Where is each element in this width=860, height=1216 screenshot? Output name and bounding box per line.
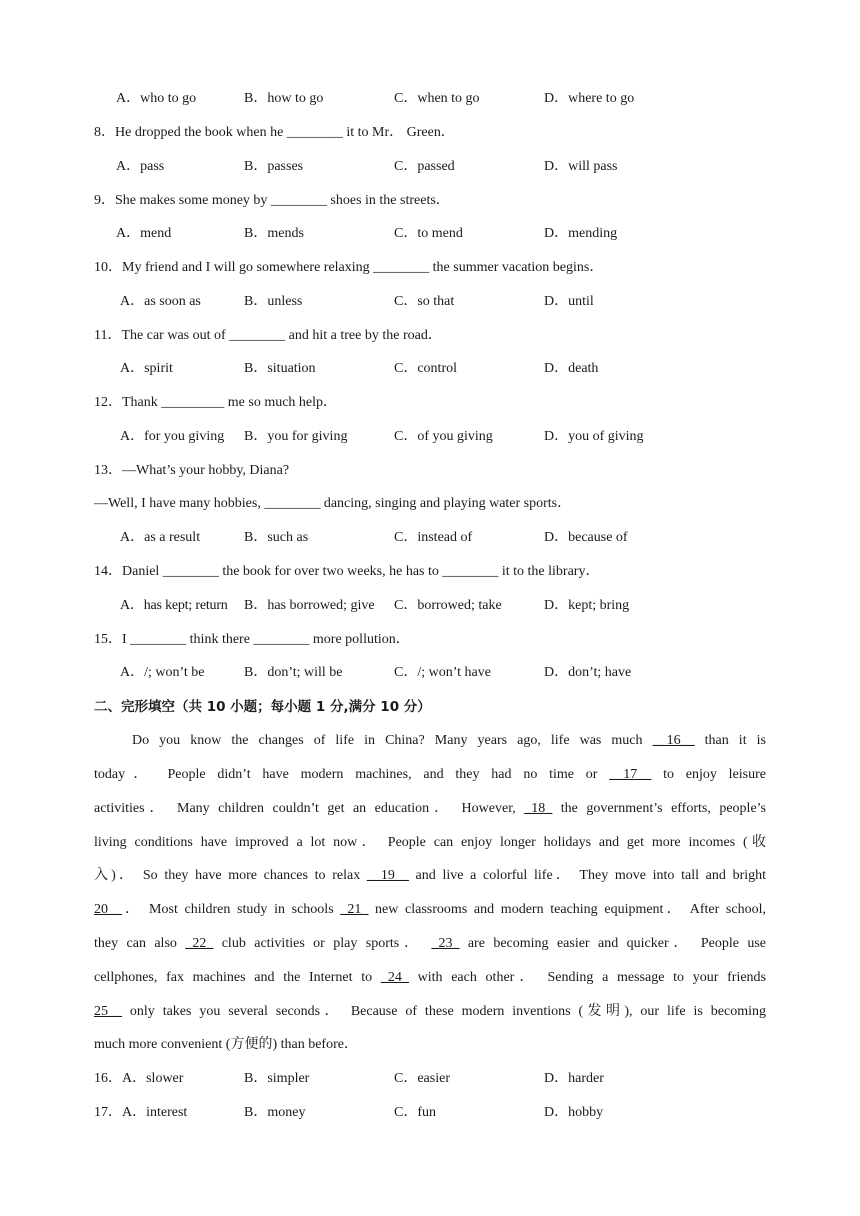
- q17-option-b: B．money: [244, 1105, 306, 1120]
- q11-option-c: C．control: [394, 361, 457, 376]
- blank-18: _18_: [524, 801, 553, 816]
- blank-21: _21_: [340, 902, 369, 917]
- q17-option-d: D．hobby: [544, 1105, 604, 1120]
- q13-option-a: A．as a result: [120, 530, 201, 545]
- q12-option-b: B．you for giving: [244, 429, 348, 444]
- passage-line-7: they can also _22_ club activities or play sports． _23_ are becoming easier and quicker． People use: [94, 936, 766, 951]
- q11-stem: 11．The car was out of ________ and hit a tree by the road．: [94, 328, 442, 343]
- blank-24: _24_: [380, 970, 409, 985]
- q16-option-a: 16．A．slower: [94, 1071, 184, 1086]
- q8-stem: 8．He dropped the book when he ________ it to Mr． Green．: [94, 125, 455, 140]
- passage-line-10: much more convenient (方便的) than before．: [94, 1037, 358, 1052]
- q16-option-d: D．harder: [544, 1071, 604, 1086]
- q17-option-a: 17．A．interest: [94, 1105, 188, 1120]
- q11-option-a: A．spirit: [120, 361, 173, 376]
- q14-stem: 14．Daniel ________ the book for over two weeks, he has to ________ it to the library．: [94, 564, 600, 579]
- q14-option-a: A．has kept; return: [120, 598, 228, 613]
- q15-option-c: C．/; won’t have: [394, 665, 491, 680]
- q16-option-c: C．easier: [394, 1071, 450, 1086]
- q15-option-a: A．/; won’t be: [120, 665, 205, 680]
- passage-line-6: 20__． Most children study in schools _21_ new classrooms and modern teaching equipment． After school,: [94, 902, 766, 917]
- q11-option-b: B．situation: [244, 361, 316, 376]
- q8-option-b: B．passes: [244, 159, 304, 174]
- q9-stem: 9．She makes some money by ________ shoes in the streets．: [94, 193, 450, 208]
- section-heading-cloze: 二、完形填空（共 10 小题；每小题 1 分,满分 10 分）: [94, 699, 431, 715]
- q14-option-b: B．has borrowed; give: [244, 598, 375, 613]
- passage-line-4: living conditions have improved a lot now． People can enjoy longer holidays and get more incomes (收: [94, 835, 766, 850]
- passage-line-5: 入)． So they have more chances to relax __19__ and live a colorful life． They move into tall and bright: [94, 868, 767, 883]
- q8-option-a: A．pass: [116, 159, 165, 174]
- q9-option-d: D．mending: [544, 226, 618, 241]
- q13-option-d: D．because of: [544, 530, 628, 545]
- blank-25: 25__: [94, 1004, 122, 1019]
- q10-option-b: B．unless: [244, 294, 303, 309]
- passage-line-3: activities． Many children couldn’t get an education． However, _18_ the government’s efforts, people’s: [94, 801, 766, 816]
- q7-option-a: A．who to go: [116, 91, 197, 106]
- q15-stem: 15．I ________ think there ________ more pollution．: [94, 632, 410, 647]
- q10-option-c: C．so that: [394, 294, 455, 309]
- q12-stem: 12．Thank _________ me so much help．: [94, 395, 338, 410]
- blank-23: _23_: [431, 936, 460, 951]
- q12-option-d: D．you of giving: [544, 429, 644, 444]
- q14-option-c: C．borrowed; take: [394, 598, 502, 613]
- q17-option-c: C．fun: [394, 1105, 436, 1120]
- q8-option-d: D．will pass: [544, 159, 618, 174]
- q13-stem-continued: —Well, I have many hobbies, ________ dancing, singing and playing water sports．: [94, 496, 572, 511]
- passage-line-8: cellphones, fax machines and the Internet to _24_ with each other． Sending a message to your friends: [94, 970, 766, 985]
- q12-option-a: A．for you giving: [120, 429, 225, 444]
- q16-option-b: B．simpler: [244, 1071, 310, 1086]
- q11-option-d: D．death: [544, 361, 599, 376]
- q10-stem: 10．My friend and I will go somewhere relaxing ________ the summer vacation begins．: [94, 260, 604, 275]
- q15-option-b: B．don’t; will be: [244, 665, 343, 680]
- q14-option-d: D．kept; bring: [544, 598, 630, 613]
- q9-option-b: B．mends: [244, 226, 304, 241]
- q13-option-c: C．instead of: [394, 530, 473, 545]
- q9-option-a: A．mend: [116, 226, 172, 241]
- q13-option-b: B．such as: [244, 530, 309, 545]
- q7-option-d: D．where to go: [544, 91, 635, 106]
- blank-16: __16__: [652, 733, 695, 748]
- q13-stem: 13．—What’s your hobby, Diana?: [94, 463, 290, 478]
- q8-option-c: C．passed: [394, 159, 455, 174]
- q15-option-d: D．don’t; have: [544, 665, 632, 680]
- q12-option-c: C．of you giving: [394, 429, 493, 444]
- passage-line-9: 25__ only takes you several seconds． Because of these modern inventions (发明), our life is becoming: [94, 1004, 766, 1019]
- passage-line-1: Do you know the changes of life in China? Many years ago, life was much __16__ than it is: [132, 733, 766, 748]
- passage-line-2: today． People didn’t have modern machines, and they had no time or __17__ to enjoy leisure: [94, 767, 766, 782]
- blank-22: _22_: [185, 936, 214, 951]
- blank-20: 20__: [94, 902, 122, 917]
- blank-19: __19__: [366, 868, 409, 883]
- q7-option-b: B．how to go: [244, 91, 324, 106]
- blank-17: __17__: [609, 767, 652, 782]
- q9-option-c: C．to mend: [394, 226, 463, 241]
- q7-option-c: C．when to go: [394, 91, 480, 106]
- q10-option-a: A．as soon as: [120, 294, 201, 309]
- q10-option-d: D．until: [544, 294, 594, 309]
